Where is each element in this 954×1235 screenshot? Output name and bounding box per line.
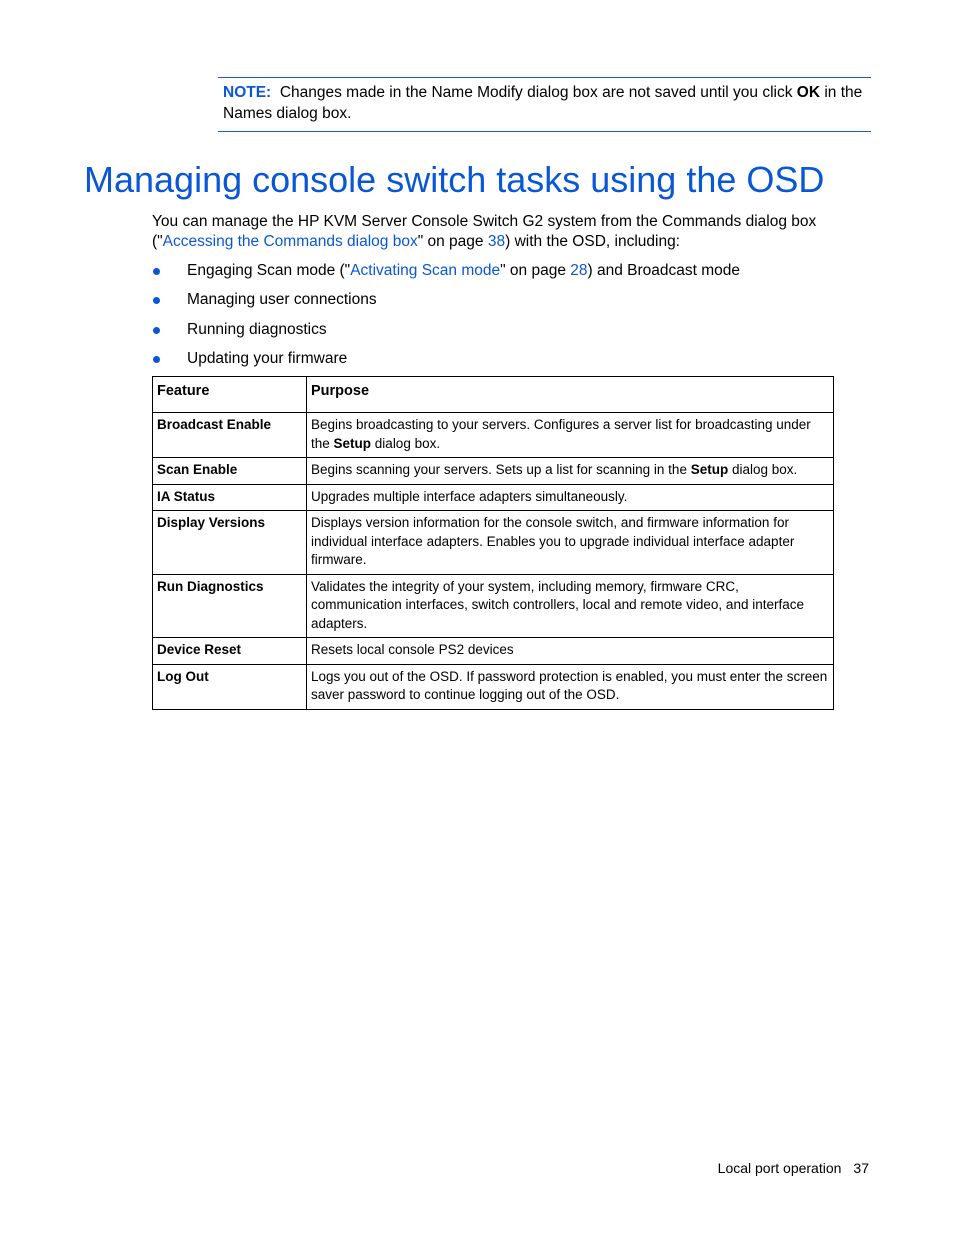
bullet-icon	[153, 297, 160, 304]
feature-cell: Broadcast Enable	[153, 413, 307, 458]
bullet-text: Engaging Scan mode ("	[187, 262, 351, 279]
purpose-cell: Validates the integrity of your system, including memory, firmware CRC, communication interfaces, switch controllers, local and remote video, and interface adapters.	[307, 574, 834, 638]
note-text: Changes made in the Name Modify dialog box are not saved until you click	[271, 84, 797, 101]
table-row	[153, 574, 834, 638]
link-page-28[interactable]: 28	[570, 262, 588, 279]
purpose-cell: Resets local console PS2 devices	[307, 638, 834, 665]
note-label: NOTE:	[223, 84, 272, 101]
list-item	[152, 349, 740, 378]
bullet-text: Running diagnostics	[187, 320, 327, 338]
footer-section-name: Local port operation	[717, 1160, 842, 1176]
bullet-text: ) and Broadcast mode	[587, 262, 741, 279]
bullet-text: " on page	[500, 262, 571, 279]
list-item	[152, 320, 740, 349]
link-page-38[interactable]: 38	[487, 233, 506, 250]
intro-paragraph	[152, 212, 842, 252]
table-row	[153, 484, 834, 511]
purpose-text: dialog box.	[728, 462, 798, 477]
feature-cell: Scan Enable	[153, 458, 307, 485]
purpose-cell: Upgrades multiple interface adapters simultaneously.	[307, 484, 834, 511]
table-header-row	[153, 377, 834, 413]
purpose-cell	[307, 413, 834, 458]
bullet-text: Updating your firmware	[187, 349, 348, 367]
feature-cell: Device Reset	[153, 638, 307, 665]
feature-cell: Display Versions	[153, 511, 307, 575]
purpose-text: Begins broadcasting to your servers. Configures a server list for broadcasting under the	[311, 417, 811, 451]
bullet-text: Managing user connections	[187, 291, 377, 309]
bullet-icon	[153, 356, 160, 363]
list-item	[152, 290, 740, 319]
intro-text: ) with the OSD, including:	[505, 233, 680, 250]
page-footer	[718, 1158, 869, 1178]
table-row	[153, 413, 834, 458]
bullet-list	[152, 261, 740, 378]
purpose-cell: Displays version information for the console switch, and firmware information for individual interface adapters. Enables you to upgrade individual interface adapter firmware.	[307, 511, 834, 575]
intro-text: You can manage the HP KVM Server Console Switch G2 system from the Commands dialog box ("	[152, 213, 817, 250]
table-row	[153, 638, 834, 665]
column-header-feature: Feature	[153, 377, 307, 413]
intro-text: " on page	[417, 233, 488, 250]
link-activating-scan-mode[interactable]: Activating Scan mode	[350, 262, 501, 279]
purpose-emphasis: Setup	[690, 462, 729, 477]
purpose-text: dialog box.	[371, 435, 441, 451]
note-text-end: in the Names dialog box.	[223, 84, 863, 122]
link-accessing-commands[interactable]: Accessing the Commands dialog box	[162, 233, 418, 250]
column-header-purpose: Purpose	[307, 377, 834, 413]
purpose-emphasis: Setup	[333, 435, 372, 451]
list-item	[152, 261, 740, 290]
feature-cell: IA Status	[153, 484, 307, 511]
note-box	[218, 77, 871, 132]
note-ok-emphasis: OK	[796, 84, 821, 101]
feature-cell: Log Out	[153, 664, 307, 709]
feature-cell: Run Diagnostics	[153, 574, 307, 638]
bullet-icon	[153, 327, 160, 334]
table-row	[153, 511, 834, 575]
page-title: Managing console switch tasks using the OSD	[84, 159, 825, 200]
table-row	[153, 664, 834, 709]
table-row	[153, 458, 834, 485]
purpose-cell: Logs you out of the OSD. If password protection is enabled, you must enter the screen saver password to continue logging out of the OSD.	[307, 664, 834, 709]
footer-page-number: 37	[853, 1160, 869, 1176]
bullet-icon	[153, 268, 160, 275]
purpose-cell	[307, 458, 834, 485]
purpose-text: Begins scanning your servers. Sets up a list for scanning in the	[311, 462, 691, 477]
feature-table	[152, 376, 834, 710]
